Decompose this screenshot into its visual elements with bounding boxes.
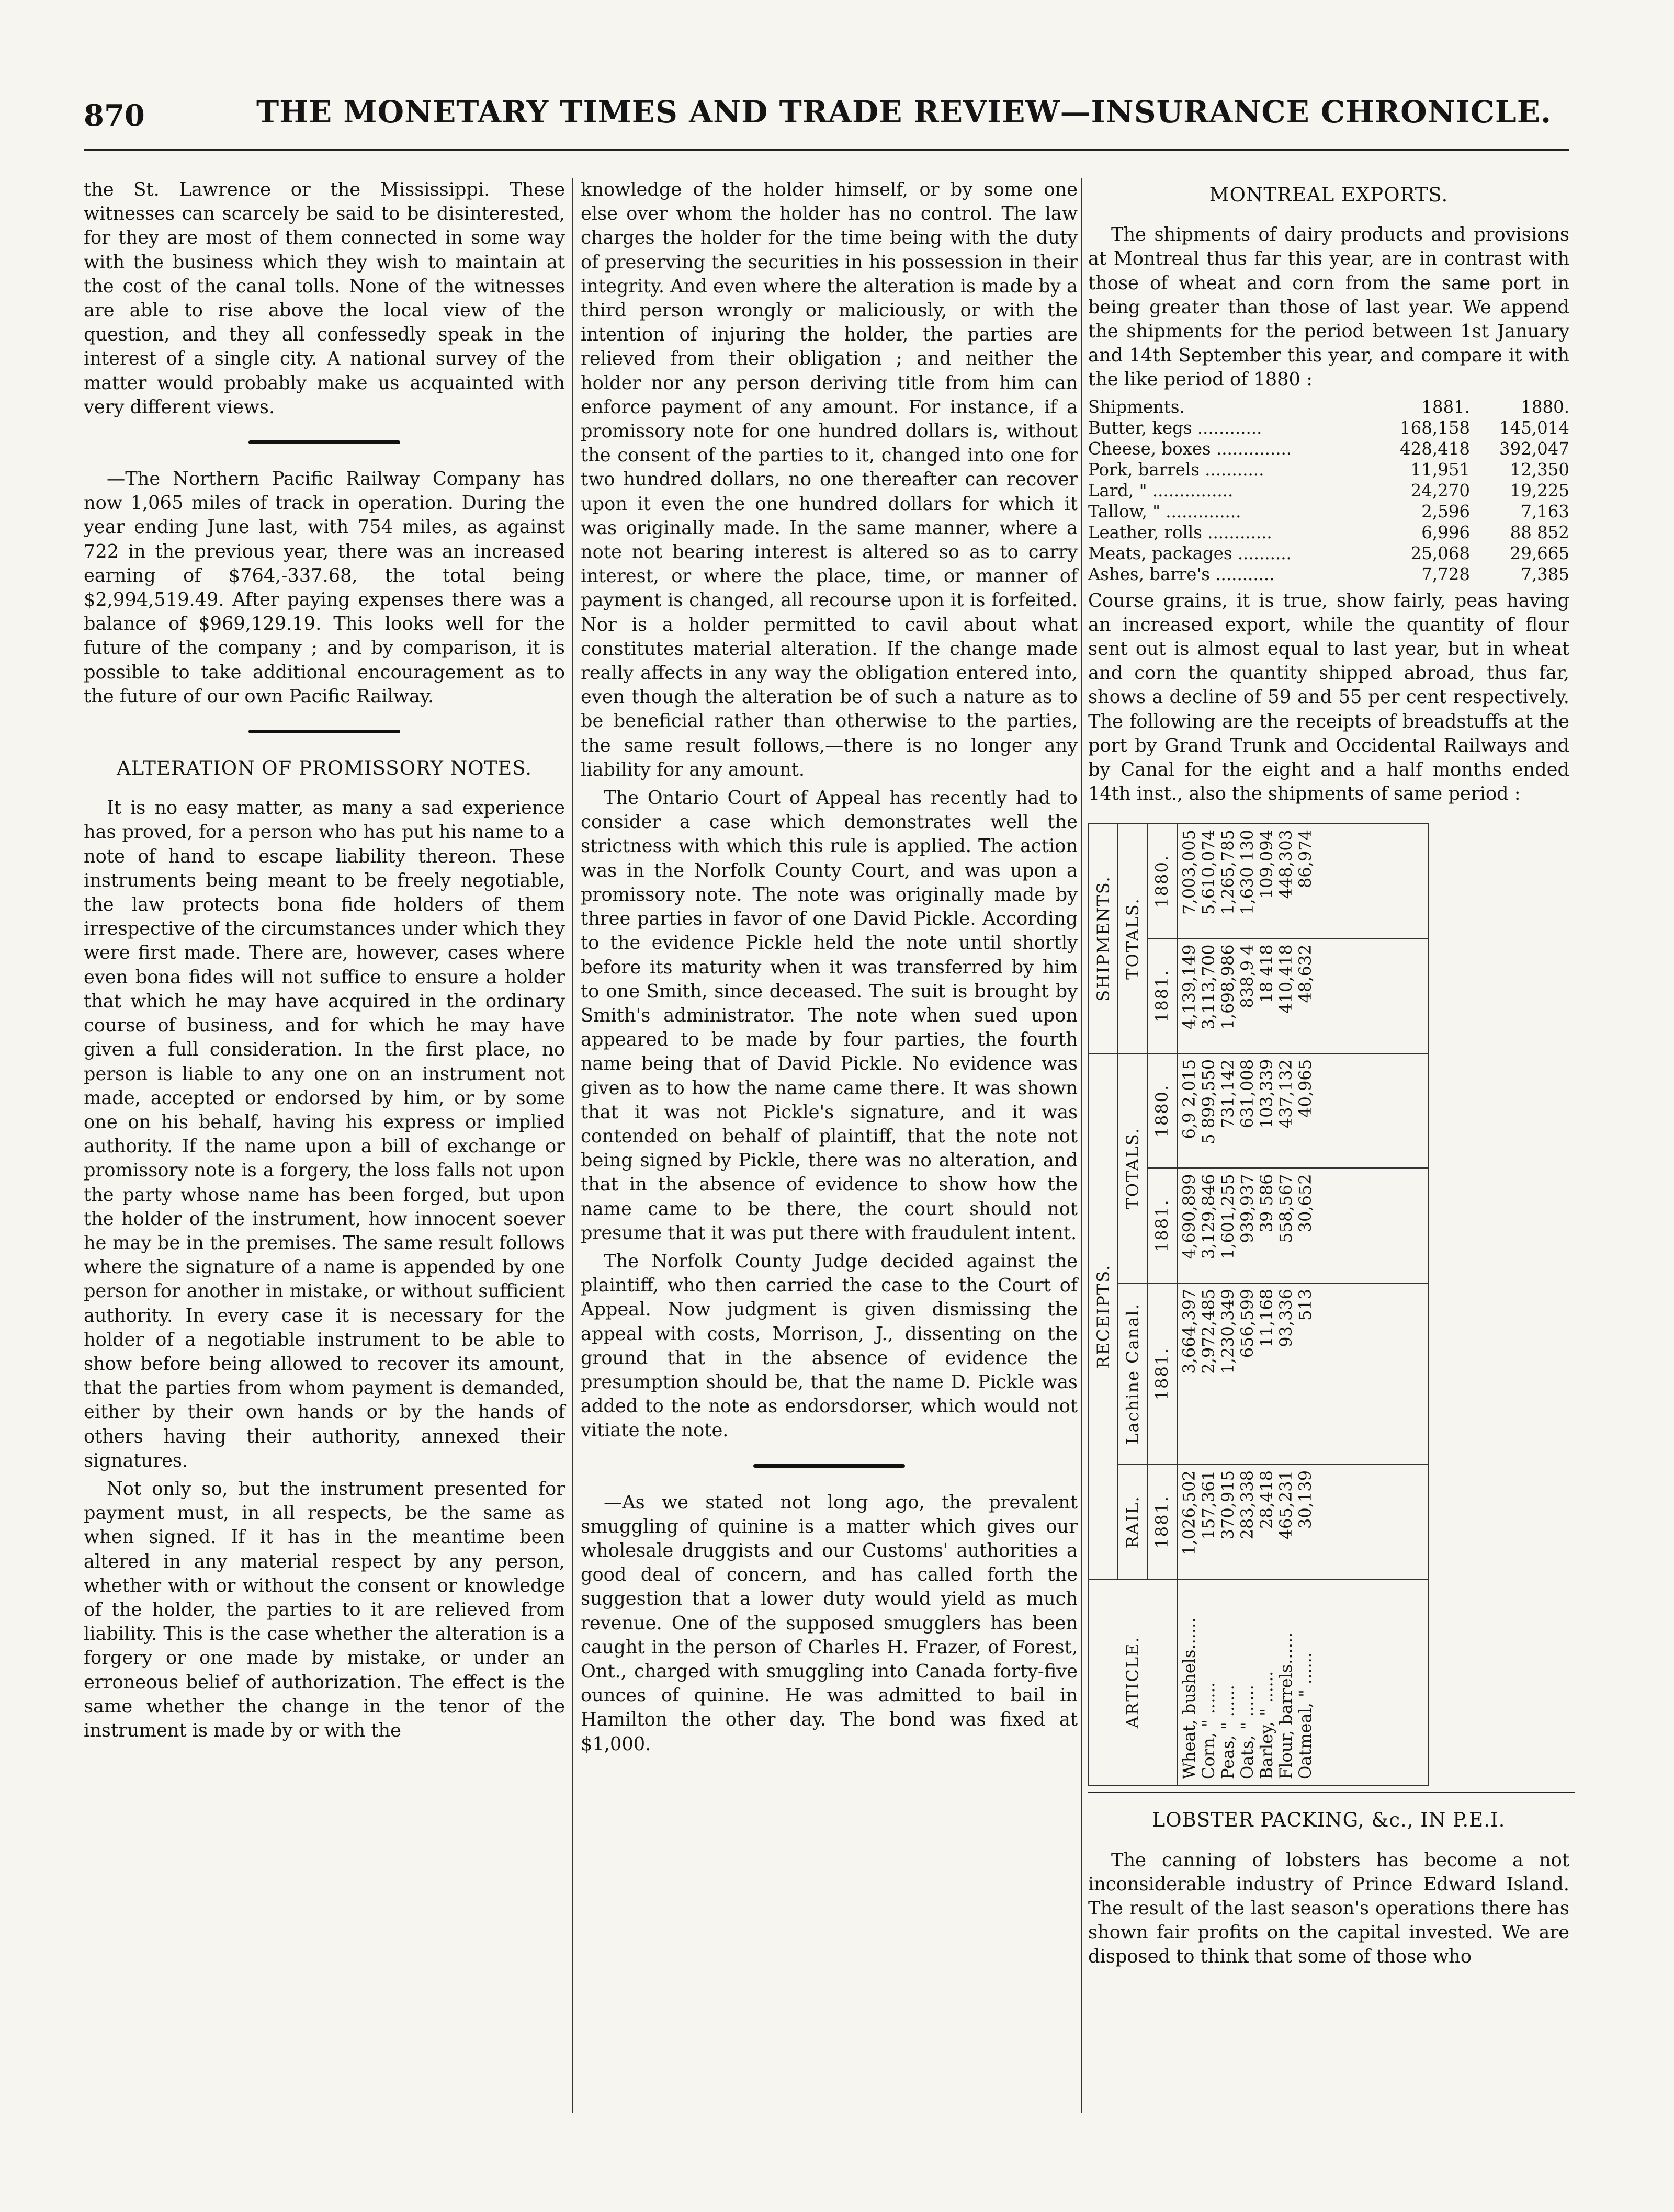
- exports-row: [1088, 522, 1569, 543]
- receipts-totals-1881-values: [1177, 1169, 1428, 1283]
- lobster-packing-title: LOBSTER PACKING, &c., IN P.E.I.: [1152, 1809, 1506, 1832]
- exports-row: [1088, 417, 1569, 438]
- exports-row: [1088, 480, 1569, 501]
- receipts-group-header: RECEIPTS.: [1089, 1053, 1118, 1580]
- year-header: 1881.: [1147, 939, 1177, 1053]
- page-header: [84, 94, 1552, 141]
- table-value: 3,129,846: [1198, 1174, 1218, 1260]
- table-value: 437,132: [1275, 1059, 1296, 1129]
- table-value: 40,965: [1295, 1059, 1315, 1118]
- table-value: 11,168: [1256, 1289, 1276, 1348]
- exports-header-cell: 1880.: [1521, 396, 1569, 417]
- table-value: 30,139: [1295, 1470, 1315, 1529]
- table-value: 939,937: [1237, 1174, 1257, 1244]
- canal-paragraph: the St. Lawrence or the Mississippi. These witnesses can scarcely be said to be disinterested, for they are most of them connected in some way with the business which they wish to maintain at the cost of the canal tolls. None of the witnesses are able to rise above the local view of the question, and they all confessedly speak in the interest of a single city. A national survey of the matter would probably make us acquainted with very different views.: [84, 179, 565, 418]
- table-value: 465,231: [1275, 1470, 1296, 1540]
- table-value: 1,698,986: [1217, 944, 1238, 1030]
- article-name: Barley, " ......: [1256, 1671, 1276, 1780]
- article-name: Oats, " ......: [1237, 1685, 1257, 1780]
- table-value: 30,652: [1295, 1174, 1315, 1233]
- exports-row: [1088, 459, 1569, 480]
- column-3: [1088, 178, 1569, 1973]
- article-name: Flour, barrels......: [1275, 1632, 1296, 1780]
- table-value: 513: [1295, 1289, 1315, 1321]
- exports-cell: 29,665: [1510, 543, 1569, 563]
- exports-row: [1088, 564, 1569, 585]
- course-grains-paragraph: Course grains, it is true, show fairly, peas having an increased export, while the quantity of flour sent out is almost equal to last year, but in wheat and corn the quantity shipped abroad, thus far, shows a decline of 59 and 55 per cent respectively. The following are the receipts of breadstuffs at the port by Grand Trunk and Occidental Railways and by Canal for the eight and a half months ended 14th inst., also the shipments of same period :: [1088, 589, 1569, 805]
- table-value: 838,9 4: [1237, 944, 1257, 1009]
- exports-header-cell: Shipments.: [1088, 396, 1185, 417]
- exports-cell: Butter, kegs ............: [1088, 417, 1262, 438]
- column-divider: [1081, 178, 1082, 2113]
- separator-rule: [753, 1464, 905, 1468]
- exports-cell: Lard, " ...............: [1088, 480, 1234, 501]
- exports-cell: 19,225: [1510, 480, 1569, 501]
- header-rule: [84, 149, 1569, 151]
- rail-1881-values: [1177, 1465, 1428, 1580]
- shipments-group-header: SHIPMENTS.: [1089, 824, 1118, 1053]
- table-value: 558,567: [1275, 1174, 1296, 1244]
- exports-cell: 392,047: [1499, 438, 1569, 459]
- exports-row: [1088, 501, 1569, 522]
- exports-cell: 11,951: [1410, 459, 1470, 480]
- alteration-paragraph-1: It is no easy matter, as many a sad experience has proved, for a person who has put his name to a note of hand to escape liability thereon. These instruments being meant to be freely negotiable, the law protects bona fide holders of them irrespective of the circumstances under which they were first made. There are, however, cases where even bona fides will not suffice to ensure a holder that which he may have acquired in the ordinary course of business, and for which he may have given a full consideration. In the first place, no person is liable to any one on an instrument not made, accepted or endorsed by him, or by some one on his behalf, having his express or implied authority. If the name upon a bill of exchange or promissory note is a forgery, the loss falls not upon the party whose name has been forged, but upon the holder of the instrument, how innocent soever he may be in the premises. The same result follows where the signature of a name is appended by one person for another in mistake, or without sufficient authority. In every case it is necessary for the holder of a negotiable instrument to be able to show before being allowed to recover its amount, that the parties from whom payment is demanded, either by their own hands or by the hands of others having their authority, annexed their signatures.: [84, 797, 565, 1471]
- table-value: 3,664,397: [1179, 1289, 1199, 1375]
- receipts-shipments-table-frame: [1088, 822, 1575, 1793]
- exports-header-row: [1088, 396, 1569, 417]
- lachine-1881-values: [1177, 1283, 1428, 1465]
- rotated-table-wrapper: [1088, 823, 1429, 1786]
- montreal-exports-title: MONTREAL EXPORTS.: [1209, 184, 1449, 206]
- table-value: 448,303: [1275, 830, 1296, 899]
- exports-header-cell: 1881.: [1421, 396, 1470, 417]
- rail-header: RAIL.: [1118, 1465, 1147, 1580]
- alteration-title: ALTERATION OF PROMISSORY NOTES.: [116, 757, 533, 780]
- year-header: 1880.: [1147, 824, 1177, 938]
- article-name: Peas, " ......: [1217, 1685, 1238, 1780]
- column-divider: [572, 178, 573, 2113]
- table-data-row: [1177, 824, 1428, 1785]
- shipments-totals-header: TOTALS.: [1118, 824, 1147, 1053]
- table-value: 1,026,502: [1179, 1470, 1199, 1556]
- table-value: 103,339: [1256, 1059, 1276, 1129]
- table-value: 2,972,485: [1198, 1289, 1218, 1375]
- table-value: 1,230,349: [1217, 1289, 1238, 1375]
- table-value: 18 418: [1256, 944, 1276, 1003]
- exports-cell: 428,418: [1400, 438, 1470, 459]
- knowledge-paragraph: knowledge of the holder himself, or by some one else over whom the holder has no control. The law charges the holder for the time being with the duty of preserving the securities in his possession in their integrity. And even where the alteration is made by a third person wrongly or maliciously, or with the intention of injuring the holder, the parties are relieved from their obligation ; and neither the holder nor any person deriving title from him can enforce payment of any amount. For instance, if a promissory note for one hundred dollars is, without the consent of the parties to it, changed into one for two hundred dollars, no one thereafter can recover upon it even the one hundred dollars for which it was originally made. In the same manner, where a note not bearing interest is altered so as to carry interest, or where the place, time, or manner of payment is changed, all recourse upon it is forfeited. Nor is a holder permitted to cavil about what constitutes material alteration. If the change made really affects in any way the obligation entered into, even though the alteration be of such a nature as to be beneficial rather than otherwise to the parties, the same result follows,—there is no longer any liability for any amount.: [581, 179, 1078, 780]
- table-value: 631,008: [1237, 1059, 1257, 1129]
- exports-cell: 168,158: [1400, 417, 1470, 438]
- table-value: 1,601,255: [1217, 1174, 1238, 1260]
- exports-row: [1088, 438, 1569, 459]
- exports-table: [1088, 396, 1569, 585]
- exports-cell: 88 852: [1510, 522, 1569, 542]
- article-name: Corn, " ......: [1198, 1682, 1218, 1780]
- year-header: 1881.: [1147, 1283, 1177, 1465]
- exports-cell: 25,068: [1410, 543, 1470, 563]
- receipts-totals-header: TOTALS.: [1118, 1053, 1147, 1283]
- lobster-packing-paragraph: The canning of lobsters has become a not inconsiderable industry of Prince Edward Island. The result of the last season's operations there has shown fair profits on the capital invested. We are disposed to think that some of those who: [1088, 1849, 1569, 1968]
- table-value: 1,265,785: [1217, 830, 1238, 915]
- lachine-canal-header: Lachine Canal.: [1118, 1283, 1147, 1465]
- shipments-totals-1881-values: [1177, 939, 1428, 1053]
- table-value: 39 586: [1256, 1174, 1276, 1233]
- year-header: 1880.: [1147, 1053, 1177, 1168]
- table-value: 5 899,550: [1198, 1059, 1218, 1145]
- table-value: 1,630 130: [1237, 830, 1257, 915]
- table-value: 86,974: [1295, 830, 1315, 889]
- article-name: Oatmeal, " ......: [1295, 1652, 1315, 1780]
- table-value: 28,418: [1256, 1470, 1276, 1529]
- receipts-shipments-table: [1088, 823, 1429, 1786]
- exports-cell: 7,728: [1421, 564, 1470, 584]
- table-value: 5,610,074: [1198, 830, 1218, 915]
- montreal-exports-paragraph: The shipments of dairy products and provisions at Montreal thus far this year, are in contrast with those of wheat and corn from the same port in being greater than those of last year. We append the shipments for the period between 1st January and 14th September this year, and compare it with the like period of 1880 :: [1088, 224, 1569, 391]
- exports-cell: Cheese, boxes ..............: [1088, 438, 1292, 459]
- exports-row: [1088, 543, 1569, 564]
- column-1: [84, 178, 565, 1747]
- year-header: 1881.: [1147, 1169, 1177, 1283]
- table-value: 370,915: [1217, 1470, 1238, 1540]
- table-value: 656,599: [1237, 1289, 1257, 1358]
- page-number: 870: [84, 98, 145, 133]
- exports-cell: Meats, packages ..........: [1088, 543, 1292, 563]
- table-value: 731,142: [1217, 1059, 1238, 1129]
- column-2: [581, 178, 1078, 1761]
- table-value: 410,418: [1275, 944, 1296, 1014]
- table-value: 7,003,005: [1179, 830, 1199, 915]
- exports-cell: 7,163: [1521, 501, 1569, 521]
- table-value: 4,139,149: [1179, 944, 1199, 1030]
- table-value: 109,094: [1256, 830, 1276, 899]
- separator-rule: [248, 730, 400, 733]
- exports-cell: Tallow, " ..............: [1088, 501, 1241, 521]
- exports-cell: 12,350: [1510, 459, 1569, 480]
- article-header: ARTICLE.: [1089, 1580, 1177, 1786]
- quinine-paragraph: —As we stated not long ago, the prevalent smuggling of quinine is a matter which gives our wholesale druggists and our Customs' authorities a good deal of concern, and has called forth the suggestion that a lower duty would yield as much revenue. One of the supposed smugglers has been caught in the person of Charles H. Frazer, of Forest, Ont., charged with smuggling into Canada forty-five ounces of quinine. He was admitted to bail in Hamilton the other day. The bond was fixed at $1,000.: [581, 1491, 1078, 1755]
- table-value: 4,690,899: [1179, 1174, 1199, 1260]
- exports-cell: Ashes, barre's ...........: [1088, 564, 1275, 584]
- separator-rule: [248, 440, 400, 444]
- exports-cell: 24,270: [1410, 480, 1470, 501]
- journal-title: THE MONETARY TIMES AND TRADE REVIEW—INSURANCE CHRONICLE.: [256, 94, 1552, 130]
- alteration-paragraph-2: Not only so, but the instrument presented for payment must, in all respects, be the same as when signed. If it has in the meantime been altered in any material respect by any person, whether with or without the consent or knowledge of the holder, the parties to it are relieved from liability. This is the case whether the alteration is a forgery or one made by mistake, or under an erroneous belief of authorization. The effect is the same whether the change in the tenor of the instrument is made by or with the: [84, 1478, 565, 1741]
- table-value: 6,9 2,015: [1179, 1059, 1199, 1140]
- table-value: 283,338: [1237, 1470, 1257, 1540]
- norfolk-judge-paragraph: The Norfolk County Judge decided against the plaintiff, who then carried the case to the Court of Appeal. Now judgment is given dismissing the appeal with costs, Morrison, J., dissenting on the ground that in the absence of evidence the presumption should be, that the name D. Pickle was added to the note as endorsdorser, which would not vitiate the note.: [581, 1250, 1078, 1442]
- exports-cell: 7,385: [1521, 564, 1569, 584]
- exports-cell: 145,014: [1499, 417, 1569, 438]
- year-header: 1881.: [1147, 1465, 1177, 1580]
- northern-pacific-paragraph: —The Northern Pacific Railway Company has now 1,065 miles of track in operation. During the year ending June last, with 754 miles, as against 722 in the previous year, there was an increased earning of $764,-337.68, the total being $2,994,519.49. After paying expenses there was a balance of $969,129.19. This looks well for the future of the company ; and by comparison, it is possible to take additional encouragement as to the future of our own Pacific Railway.: [84, 468, 565, 707]
- exports-cell: 6,996: [1421, 522, 1470, 542]
- article-name: Wheat, bushels......: [1179, 1617, 1199, 1780]
- receipts-totals-1880-values: [1177, 1053, 1428, 1168]
- article-list: [1177, 1580, 1428, 1786]
- exports-cell: Leather, rolls ............: [1088, 522, 1272, 542]
- exports-cell: 2,596: [1421, 501, 1470, 521]
- table-value: 93,336: [1275, 1289, 1296, 1348]
- table-group-row: [1089, 824, 1118, 1785]
- table-value: 157,361: [1198, 1470, 1218, 1540]
- table-value: 48,632: [1295, 944, 1315, 1003]
- ontario-court-paragraph: The Ontario Court of Appeal has recently had to consider a case which demonstrates well the strictness with which this rule is applied. The action was in the Norfolk County Court, and was upon a promissory note. The note was originally made by three parties in favor of one David Pickle. According to the evidence Pickle held the note until shortly before its maturity when it was transferred by him to one Smith, since deceased. The suit is brought by Smith's administrator. The note when sued upon appeared to be made by four parties, the fourth name being that of David Pickle. No evidence was given as to how the name came there. It was shown that it was not Pickle's signature, and it was contended on behalf of plaintiff, that the note not being signed by Pickle, there was no alteration, and that in the absence of evidence to show how the name came to be there, the court should not presume that it was put there with fraudulent intent.: [581, 787, 1078, 1244]
- exports-cell: Pork, barrels ...........: [1088, 459, 1264, 480]
- shipments-totals-1880-values: [1177, 824, 1428, 938]
- table-value: 3,113,700: [1198, 944, 1218, 1030]
